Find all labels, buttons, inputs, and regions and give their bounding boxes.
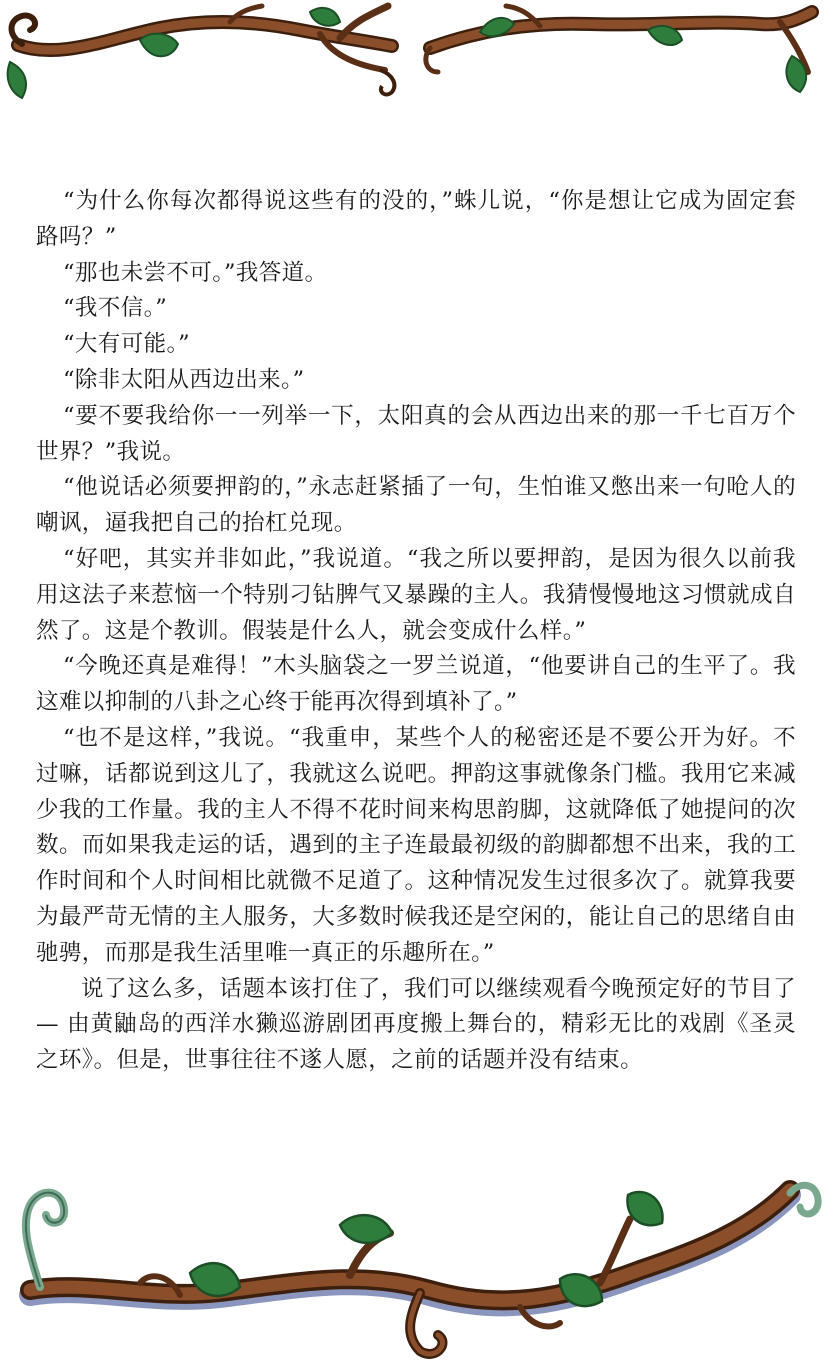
paragraph-6: “要不要我给你一一列举一下，太阳真的会从西边出来的那一千七百万个世界？”我说。 (36, 402, 796, 465)
paragraph-2: “那也未尝不可。”我答道。 (63, 259, 328, 286)
paragraph-5: “除非太阳从西边出来。” (63, 366, 305, 393)
story-text (36, 184, 796, 1079)
paragraph-3: “我不信。” (63, 295, 168, 322)
paragraph-1: “为什么你每次都得说这些有的没的，”蛛儿说，“你是想让它成为固定套路吗？” (36, 188, 796, 250)
paragraph-10: “也不是这样，”我说。“我重申，某些个人的秘密还是不要公开为好。不过嘛，话都说到这儿了，我就这么说吧。押韵这事就像条门槛。我用它来减少我的工作量。我的主人不得不花时间来构思韵脚，这就降低了她提问的次数。而如果我走运的话，遇到的主子连最最初级的韵脚都想不出来，我的工作时间和个人时间相比就微不足道了。这种情况发生过很多次了。就算我要为最严苛无情的主人服务，大多数时候我还是空闲的，能让自己的思绪自由驰骋，而那是我生活里唯一真正的乐趣所在。” (36, 724, 796, 966)
paragraph-9: “今晚还真是难得！”木头脑袋之一罗兰说道，“他要讲自己的生平了。我这难以抑制的八卦之心终于能再次得到填补了。” (36, 653, 796, 716)
paragraph-4: “大有可能。” (63, 331, 191, 358)
vine-top-right-icon (420, 0, 825, 110)
paragraph-11: 说了这么多，话题本该打住了，我们可以继续观看今晚预定好的节目了— 由黄鼬岛的西洋水獭巡游剧团再度搬上舞台的，精彩无比的戏剧《圣灵之环》。但是，世事往往不遂人愿，之前的话题并没有结束。 (36, 975, 796, 1074)
vine-top-left-icon (0, 0, 405, 110)
vine-bottom-icon (0, 1175, 825, 1369)
paragraph-8: “好吧，其实并非如此，”我说道。“我之所以要押韵，是因为很久以前我用这法子来惹恼一个特别刁钻脾气又暴躁的主人。我猜慢慢地这习惯就成自然了。这是个教训。假装是什么人，就会变成什么样。” (36, 545, 796, 644)
paragraph-7: “他说话必须要押韵的，”永志赶紧插了一句，生怕谁又憋出来一句呛人的嘲讽，逼我把自己的抬杠兑现。 (36, 474, 796, 537)
